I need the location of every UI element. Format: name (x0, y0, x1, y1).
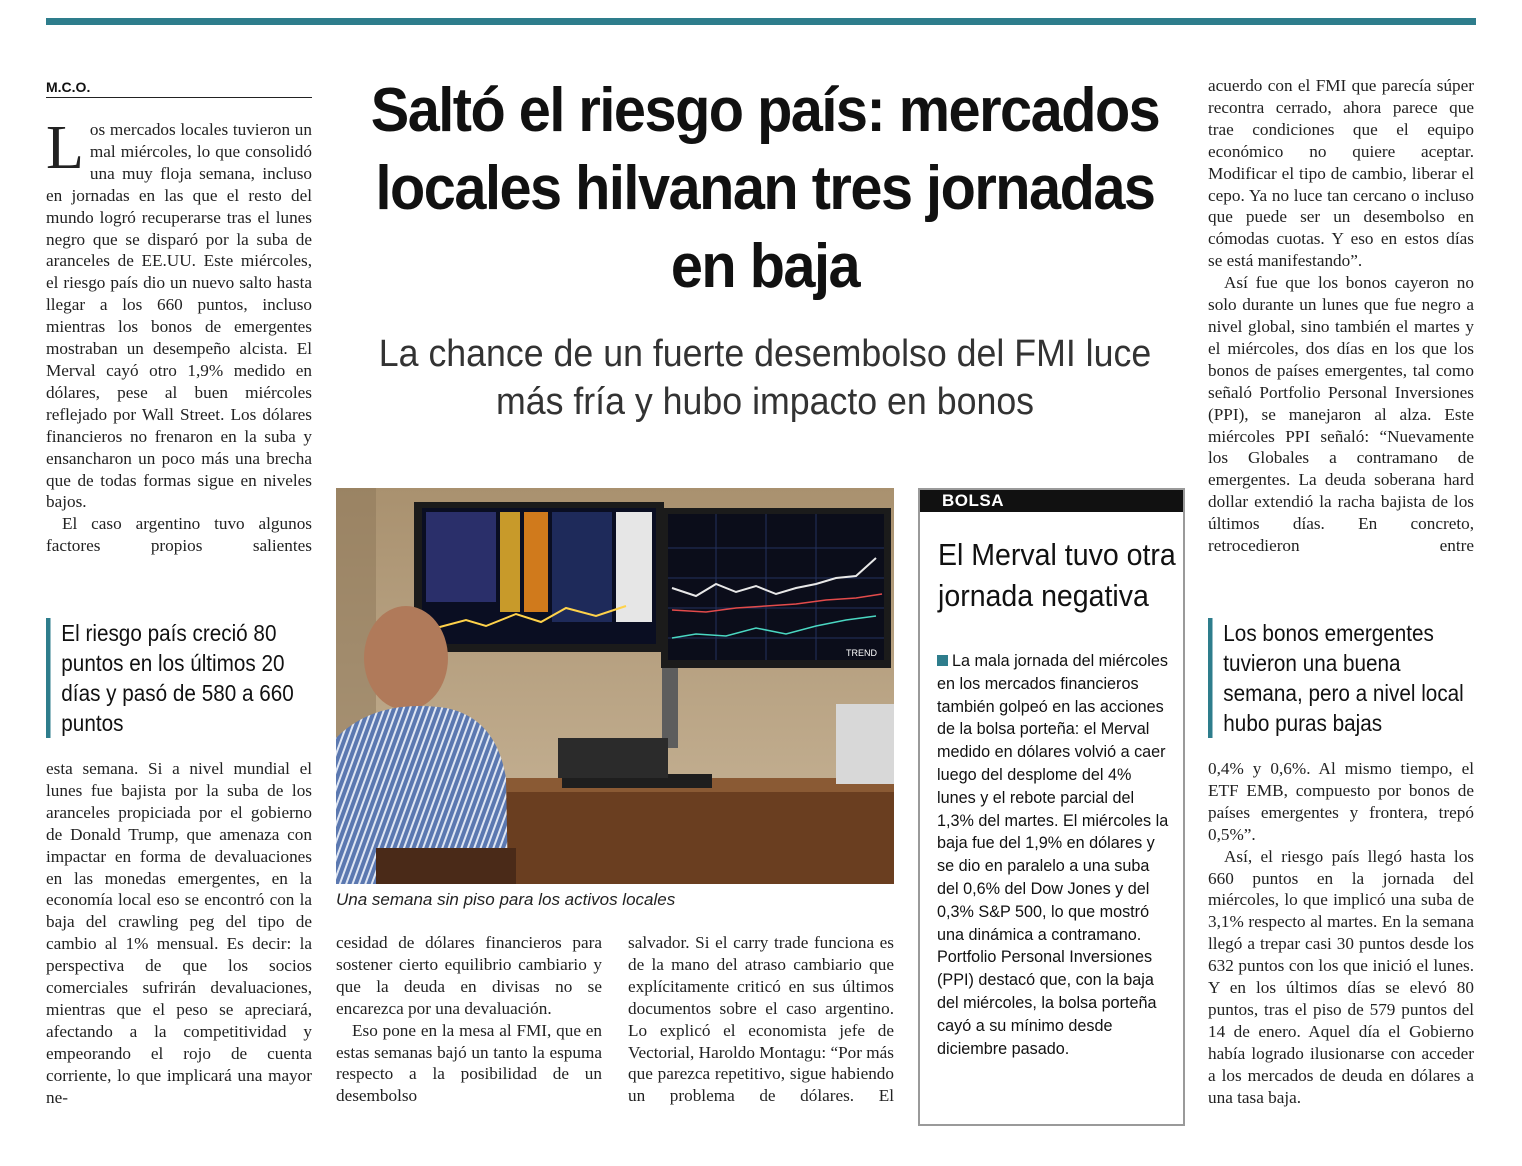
col4-paragraph-4: Así, el riesgo país llegó hasta los 660 puntos en la jornada del miércoles, lo que implicó una suba de 3,1% respecto al martes. En la semana llegó a trepar casi 30 puntos desde los 632 puntos con los que inició el lunes. Y en los últimos días se elevó 80 puntos, tras el piso de 579 puntos del 14 de enero. Aquel día el Gobierno había logrado ilusionarse con acceder a los mercados de deuda en dólares a una tasa baja. (1208, 846, 1474, 1107)
col2-paragraph-2: Eso pone en la mesa al FMI, que en estas semanas bajó un tanto la espuma respecto a la posibilidad de un desembolso (336, 1020, 602, 1106)
col4-paragraph-3: 0,4% y 0,6%. Al mismo tiempo, el ETF EMB, compuesto por bonos de países emergentes y frontera, trepó 0,5%”. (1208, 759, 1474, 844)
pull-quote-right: Los bonos emergentes tuvieron una buena semana, pero a nivel local hubo puras bajas (1208, 618, 1466, 738)
column-4-top (1208, 75, 1474, 557)
top-accent-bar (46, 18, 1476, 25)
column-1-bottom (46, 758, 312, 1109)
col1-paragraph-3: esta semana. Si a nivel mundial el lunes fue bajista por la suba de los aranceles propiciada por el gobierno de Donald Trump, que amenaza con impactar en forma de devaluaciones en las monedas emergentes, en la economía local eso se encontró con la baja del crawling peg del tipo de cambio al 1% mensual. Es decir: la perspectiva de que los socios comerciales sufrirán devaluaciones, mientras que el peso se apreciará, afectando a la competitividad y empeorando el rojo de cuenta corriente, lo que implicará una mayor ne- (46, 759, 312, 1107)
sidebar-title: El Merval tuvo otra jornada negativa (938, 537, 1176, 613)
col4-paragraph-2: Así fue que los bonos cayeron no solo durante un lunes que fue negro a nivel global, sino también el martes y el miércoles, dos días en los que los bonos de países emergentes, tal como señaló Portfolio Personal Inversiones (PPI), se manejaron al alza. Este miércoles PPI señaló: “Nuevamente los Globales a contramano de emergentes. La deuda soberana hard dollar extendió la racha bajista de los últimos días. En concreto, retrocedieron entre (1208, 273, 1474, 556)
col3-paragraph-1: salvador. Si el carry trade funciona es de la mano del atraso cambiario que explícitamente criticó en sus últimos documentos sobre el caso argentino. Lo explicó el economista jefe de Vectorial, Haroldo Montagu: “Por más que parezca repetitivo, sigue habiendo un problema de dólares. El (628, 933, 894, 1106)
byline: M.C.O. (46, 79, 312, 98)
column-4-bottom (1208, 758, 1474, 1109)
col2-paragraph-1: cesidad de dólares financieros para sostener cierto equilibrio cambiario y que la deuda en divisas no se encarezca por una devaluación. (336, 933, 602, 1018)
trader-photo (336, 488, 894, 884)
column-1-top (46, 114, 312, 557)
headline: Saltó el riesgo país: mercados locales hilvanan tres jornadas en baja (370, 76, 1160, 301)
photo-caption: Una semana sin piso para los activos locales (336, 890, 676, 909)
sidebar-box (918, 488, 1185, 1126)
column-3 (628, 932, 894, 1107)
pull-quote-left: El riesgo país creció 80 puntos en los últimos 20 días y pasó de 580 a 660 puntos (46, 618, 304, 738)
monitor-label: TREND (846, 648, 877, 658)
sidebar-body-text: La mala jornada del miércoles en los mercados financieros también golpeó en las acciones de la bolsa porteña: el Merval medido en dólares volvió a caer luego del desplome del 4% lunes y el rebote parcial del 1,3% del martes. El miércoles la baja fue del 1,9% en dólares y se dio en paralelo a una suba del 0,6% del Dow Jones y del 0,3% S&P 500, lo que mostró una dinámica a contramano. Portfolio Personal Inversiones (PPI) destacó que, con la baja del miércoles, la bolsa porteña cayó a su mínimo desde diciembre pasado. (937, 652, 1169, 1058)
col4-paragraph-1: acuerdo con el FMI que parecía súper recontra cerrado, ahora parece que trae condiciones que el equipo económico no quiere aceptar. Modificar el tipo de cambio, liberar el cepo. Ya no luce tan cercano o incluso que puede ser un desembolso en cómodas cuotas. Y eso en estos días se está manifestando”. (1208, 76, 1474, 271)
bullet-square-icon (937, 655, 948, 666)
section-tag: BOLSA (920, 490, 1183, 512)
col1-paragraph-1: os mercados locales tuvieron un mal miércoles, lo que consolidó una muy floja semana, incluso en jornadas en las que el resto del mundo logró recuperarse tras el lunes negro que se disparó por la suba de aranceles de EE.UU. Este miércoles, el riesgo país dio un nuevo salto hasta llegar a los 660 puntos, incluso mientras los bonos de emergentes mostraban un desempeño alcista. El Merval cayó otro 1,9% medido en dólares, pese al buen miércoles reflejado por Wall Street. Los dólares financieros no frenaron en la suba y ensancharon un poco más una brecha que de todas formas sigue en niveles bajos. (46, 120, 312, 512)
subheadline: La chance de un fuerte desembolso del FMI luce más fría y hubo impacto en bonos (378, 333, 1152, 423)
drop-cap: L (46, 114, 84, 182)
column-2 (336, 932, 602, 1107)
trader-monitors-illustration (336, 488, 894, 884)
sidebar-body (937, 650, 1173, 1060)
col1-paragraph-2: El caso argentino tuvo algunos factores propios salientes (46, 514, 312, 556)
